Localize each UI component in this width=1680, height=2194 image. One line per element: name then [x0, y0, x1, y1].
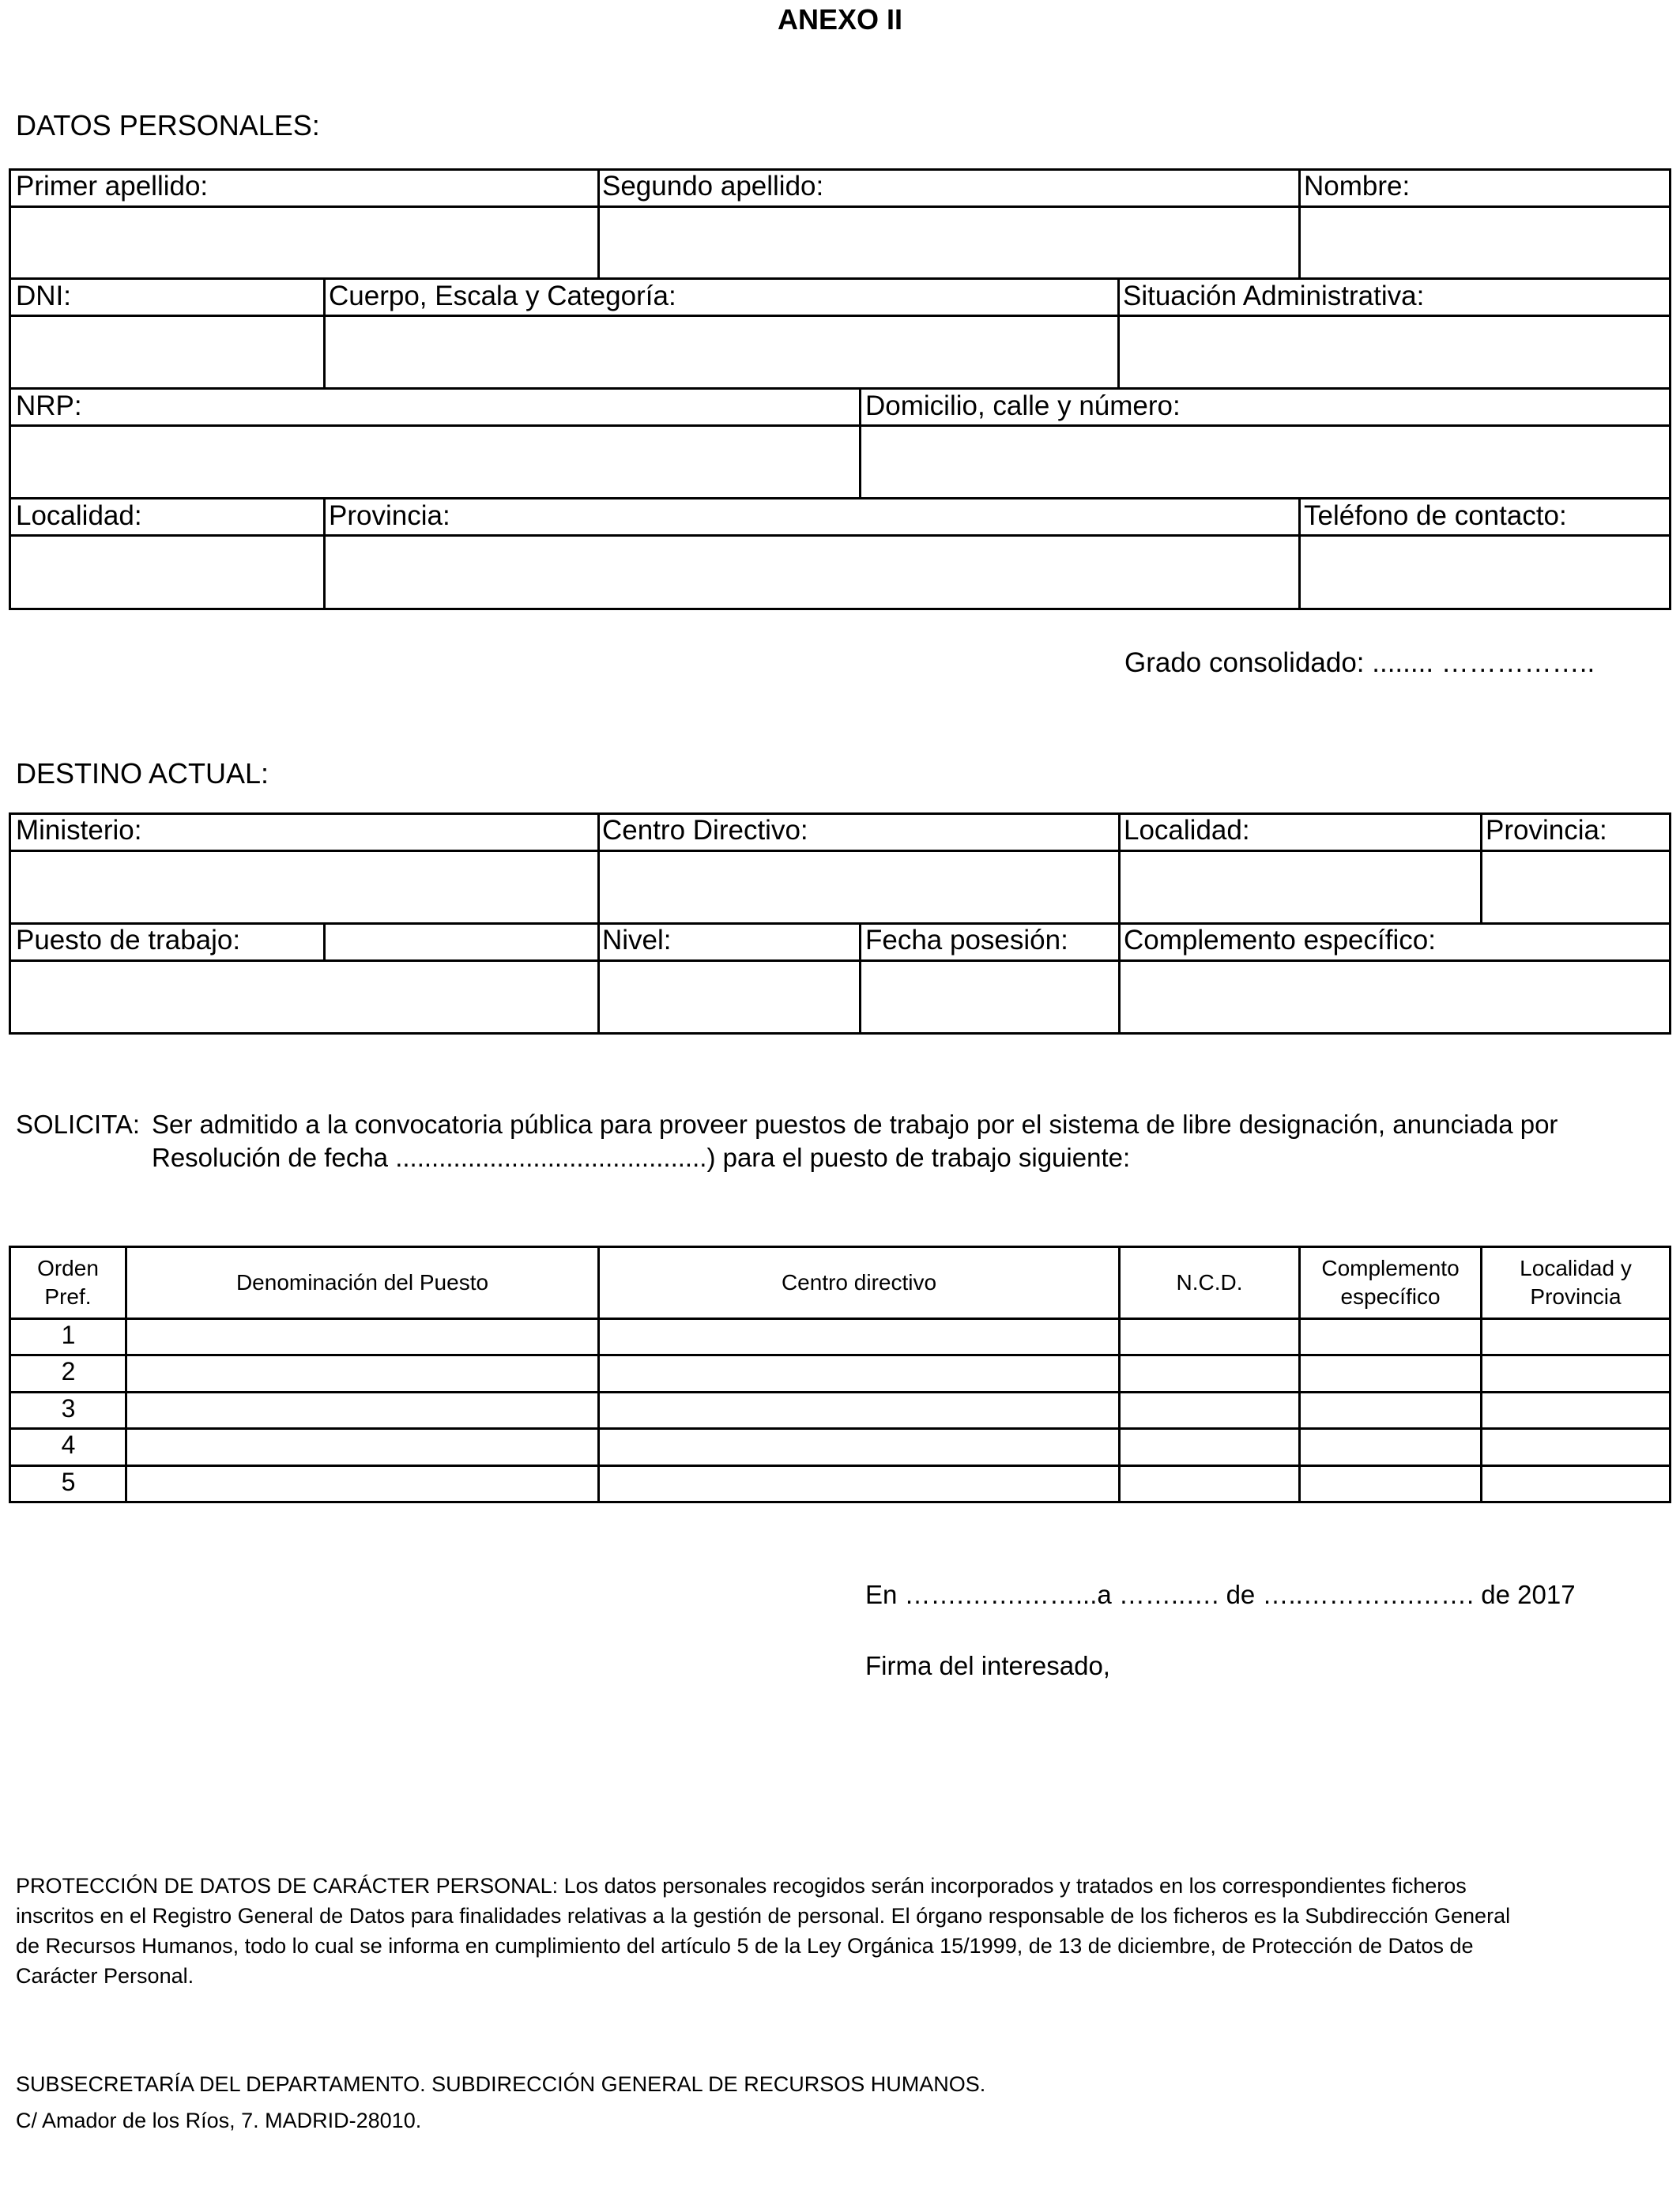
nombre-label: Nombre:: [1304, 171, 1411, 202]
dni-label: DNI:: [16, 281, 71, 311]
proteccion-datos-line4: Carácter Personal.: [16, 1964, 194, 1988]
destino-localidad-field[interactable]: [1121, 852, 1480, 922]
page-title: ANEXO II: [777, 3, 903, 36]
header-orden-pref: [11, 1248, 125, 1318]
table-row[interactable]: [127, 1430, 1669, 1465]
primer-apellido-label: Primer apellido:: [16, 171, 209, 202]
fecha-posesion-label: Fecha posesión:: [865, 925, 1068, 956]
header-ncd: N.C.D.: [1176, 1270, 1243, 1295]
ministerio-field[interactable]: [11, 852, 597, 922]
table-row-number: 1: [61, 1321, 76, 1349]
complemento-especifico-field[interactable]: [1121, 962, 1669, 1032]
header-complemento: [1301, 1248, 1480, 1318]
situacion-label: Situación Administrativa:: [1123, 281, 1425, 311]
nombre-field[interactable]: [1301, 208, 1669, 277]
footer-address: C/ Amador de los Ríos, 7. MADRID-28010.: [16, 2109, 422, 2132]
proteccion-datos-line3: de Recursos Humanos, todo lo cual se informa en cumplimiento del artículo 5 de la Ley Orgánica 15/1999, de 13 de diciembre, de Protección de Datos de: [16, 1934, 1474, 1958]
solicita-text-line1: Ser admitido a la convocatoria pública para proveer puestos de trabajo por el sistema de libre designación, anunciada por: [152, 1110, 1558, 1139]
header-complemento-line2: específico: [1340, 1284, 1441, 1309]
firma-interesado: Firma del interesado,: [865, 1651, 1110, 1680]
header-orden-line1: Orden: [37, 1256, 99, 1280]
table-row-number: 2: [61, 1357, 76, 1385]
destino-provincia-field[interactable]: [1482, 852, 1669, 922]
table-row[interactable]: [127, 1320, 1669, 1354]
nrp-field[interactable]: [11, 427, 859, 497]
puesto-trabajo-label: Puesto de trabajo:: [16, 925, 241, 956]
telefono-label: Teléfono de contacto:: [1304, 500, 1567, 531]
solicita-text-line2: Resolución de fecha ...........................................) para el puesto de trabajo siguiente:: [152, 1143, 1131, 1172]
cuerpo-field[interactable]: [326, 317, 1117, 387]
footer-department: SUBSECRETARÍA DEL DEPARTAMENTO. SUBDIRECCIÓN GENERAL DE RECURSOS HUMANOS.: [16, 2072, 986, 2096]
dni-field[interactable]: [11, 317, 323, 387]
header-localidad-line1: Localidad y: [1520, 1256, 1632, 1280]
puesto-trabajo-field[interactable]: [11, 962, 597, 1032]
complemento-especifico-label: Complemento específico:: [1124, 925, 1436, 956]
cuerpo-label: Cuerpo, Escala y Categoría:: [329, 281, 676, 311]
header-localidad-line2: Provincia: [1530, 1284, 1622, 1309]
table-row-number: 4: [61, 1431, 76, 1459]
fecha-lugar: En …….…….……...a ……..…. de …..………….……. de 2017: [865, 1580, 1576, 1609]
nivel-label: Nivel:: [602, 925, 672, 956]
grado-consolidado: Grado consolidado: ........ ……………..: [1124, 647, 1595, 678]
header-complemento-line1: Complemento: [1321, 1256, 1460, 1280]
segundo-apellido-label: Segundo apellido:: [602, 171, 824, 202]
centro-directivo-label: Centro Directivo:: [602, 815, 808, 846]
solicita-label: SOLICITA:: [16, 1110, 141, 1139]
segundo-apellido-field[interactable]: [600, 208, 1298, 277]
proteccion-datos-line2: inscritos en el Registro General de Datos para finalidades relativas a la gestión de personal. El órgano responsable de los ficheros es la Subdirección General: [16, 1904, 1511, 1928]
header-centro-directivo: Centro directivo: [781, 1270, 937, 1295]
ministerio-label: Ministerio:: [16, 815, 142, 846]
destino-actual-heading: DESTINO ACTUAL:: [16, 757, 269, 790]
table-row[interactable]: [127, 1356, 1669, 1391]
primer-apellido-field[interactable]: [11, 208, 597, 277]
localidad-label: Localidad:: [16, 500, 142, 531]
table-row-number: 5: [61, 1468, 76, 1496]
table-row-number: 3: [61, 1394, 76, 1423]
centro-directivo-field[interactable]: [600, 852, 1118, 922]
table-row[interactable]: [127, 1467, 1669, 1501]
proteccion-datos-line1: PROTECCIÓN DE DATOS DE CARÁCTER PERSONAL: Los datos personales recogidos serán incorporados y tratados en los correspondientes ficheros: [16, 1874, 1467, 1898]
nivel-field[interactable]: [600, 962, 859, 1032]
localidad-field[interactable]: [11, 537, 323, 608]
domicilio-label: Domicilio, calle y número:: [865, 390, 1181, 421]
personal-data-heading: DATOS PERSONALES:: [16, 109, 320, 141]
destino-localidad-label: Localidad:: [1124, 815, 1250, 846]
domicilio-field[interactable]: [861, 427, 1669, 497]
table-row[interactable]: [127, 1393, 1669, 1427]
telefono-field[interactable]: [1301, 537, 1669, 608]
nrp-label: NRP:: [16, 390, 82, 421]
situacion-field[interactable]: [1120, 317, 1669, 387]
header-localidad-provincia: [1482, 1248, 1669, 1318]
header-orden-line2: Pref.: [44, 1284, 92, 1309]
header-denominacion: Denominación del Puesto: [235, 1270, 489, 1295]
provincia-field[interactable]: [326, 537, 1298, 608]
destino-provincia-label: Provincia:: [1486, 815, 1607, 846]
provincia-label: Provincia:: [329, 500, 450, 531]
fecha-posesion-field[interactable]: [861, 962, 1118, 1032]
